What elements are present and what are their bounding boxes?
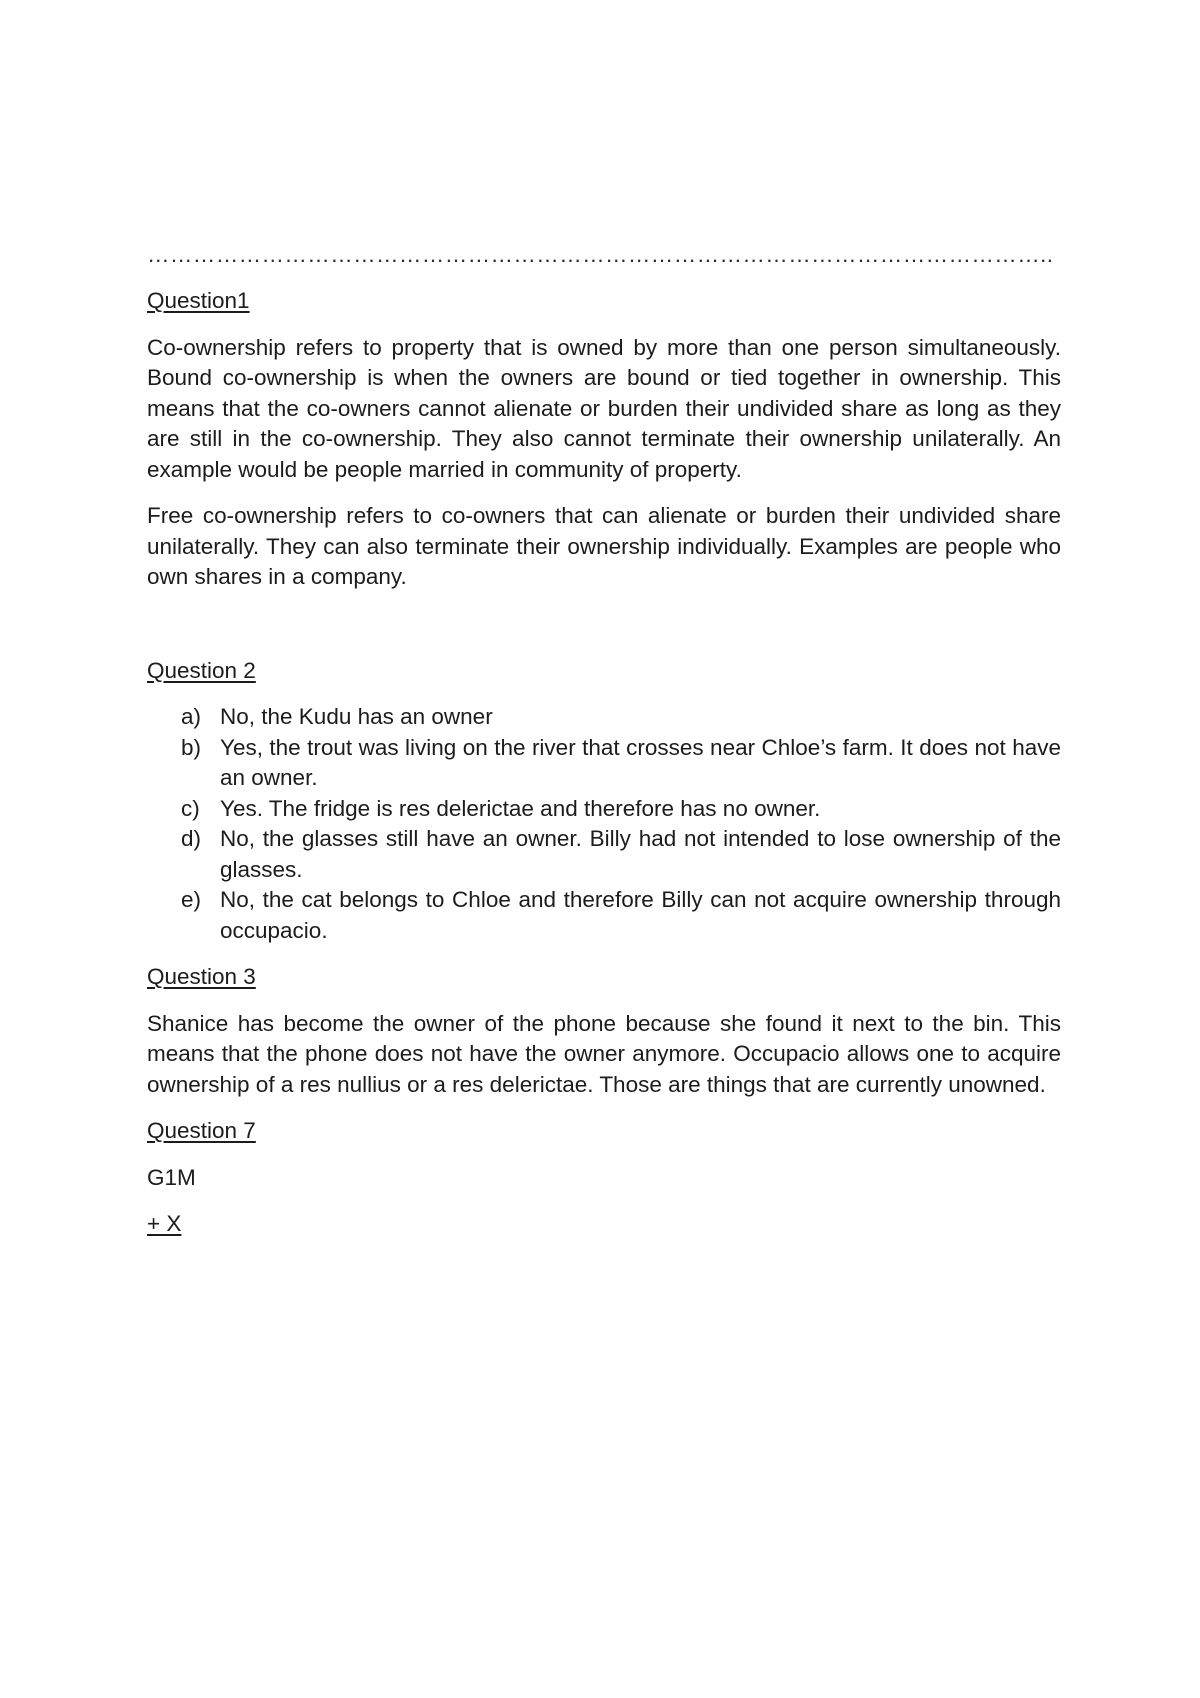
answer-text: Yes, the trout was living on the river that crosses near Chloe’s farm. It does not have an owner. [220,734,1061,790]
list-item [181,794,1061,825]
answer-marker: b) [181,734,202,760]
list-item [181,702,1061,733]
answer-marker: c) [181,795,200,821]
separator-line: ……………………………………………………………………………………………………….. [147,242,1054,267]
list-item [181,824,1061,885]
answer-text: No, the cat belongs to Chloe and therefore Billy can not acquire ownership through occupacio. [220,887,1061,943]
question1-paragraph-2: Free co-ownership refers to co-owners that can alienate or burden their undivided share unilaterally. They can also terminate their ownership individually. Examples are people who own shares in a company. [147,503,1061,589]
question1-heading: Question1 [147,288,250,313]
question3-paragraph: Shanice has become the owner of the phone because she found it next to the bin. This means that the phone does not have the owner anymore. Occupacio allows one to acquire ownership of a res nullius or a res delerictae. Those are things that are currently unowned. [147,1010,1061,1097]
answer-marker: e) [181,887,202,912]
question7-answer-line-1: G1M [147,1164,196,1190]
answer-marker: d) [181,826,202,851]
question1-paragraph-1: Co-ownership refers to property that is owned by more than one person simultaneously. Bound co-ownership is when the owners are bound or tied together in ownership. This means that the co-owners cannot alienate or burden their undivided share as long as they are still in the co-ownership. They also cannot terminate their ownership unilaterally. An example would be people married in community of property. [147,334,1061,482]
question2-answer-list [147,702,1061,946]
question7-heading: Question 7 [147,1118,256,1143]
list-item [181,885,1061,946]
document-page [147,240,1061,1240]
answer-text: No, the Kudu has an owner [220,704,493,729]
question3-heading: Question 3 [147,964,256,989]
answer-text: No, the glasses still have an owner. Billy had not intended to lose ownership of the glasses. [220,826,1061,882]
question2-heading: Question 2 [147,657,256,683]
question7-answer-line-2: + X [147,1211,182,1236]
answer-marker: a) [181,704,202,729]
answer-text: Yes. The fridge is res delerictae and therefore has no owner. [220,795,821,821]
list-item [181,733,1061,794]
